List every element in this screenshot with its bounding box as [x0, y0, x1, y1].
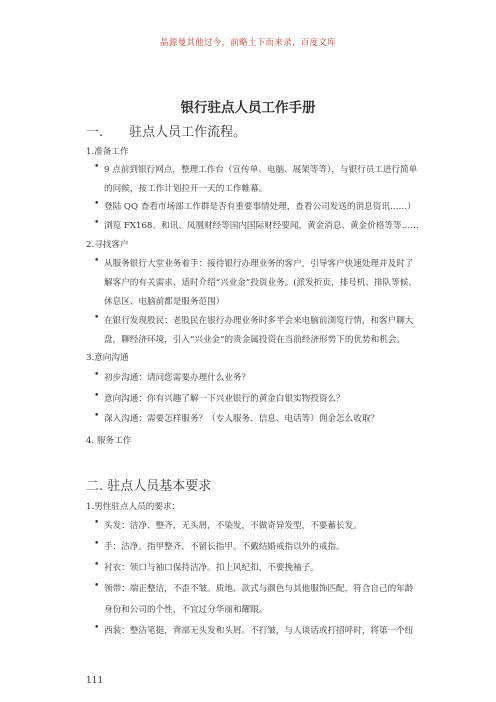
bullet-icon: •	[94, 313, 100, 323]
header-note: 晶源曼其他过今，前略土下而来录，百度文库	[159, 38, 336, 48]
list-item-line: 领带：端正整洁，不歪不皱。质地、款式与颜色与其他服饰匹配，符合自己的年龄	[104, 584, 414, 594]
section-heading: 一. 驻点人员工作流程。	[86, 125, 247, 140]
bullet-icon: •	[94, 411, 100, 421]
page-number: 111	[86, 676, 104, 686]
bullet-icon: •	[94, 518, 100, 528]
list-item-line: 初步沟通：请问您需要办理什么业务？	[104, 373, 251, 383]
subsection-title: 1.男性驻点人员的要求：	[86, 502, 181, 512]
bullet-icon: •	[94, 256, 100, 266]
list-item-line: 手：洁净。指甲整齐，不留长指甲。不戴结婚戒指以外的戒指。	[104, 542, 345, 552]
list-item-line: 深入沟通：需要怎样服务？（专人服务、信息、电话等）佣金怎么收取？	[104, 414, 380, 424]
list-item-line: 解客户的有关需求、适时介绍“兴业金”投资业务。(派发折页，排号机、排队等候、	[104, 278, 417, 288]
list-item-line: 浏览 FX168、和讯、凤凰财经等国内国际财经要闻，黄金消息、黄金价格等等……	[104, 221, 419, 232]
list-item-line: 西装：整洁笔挺，背部无头发和头屑。不打皱，与人谈话或打招呼时，将第一个纽	[104, 626, 414, 636]
bullet-icon: •	[94, 539, 100, 549]
list-item-line: 从服务银行大堂业务着手：接待银行办理业务的客户，引导客户快速处理并及时了	[104, 259, 414, 269]
subsection-title: 4. 服务工作	[86, 436, 132, 446]
subsection-title: 1.准备工作	[86, 147, 129, 157]
bullet-icon: •	[94, 623, 100, 633]
list-item-line: 9 点前到银行网点，整理工作台（宣传单、电脑、展架等等），与银行员工进行简单	[104, 165, 418, 175]
subsection-title: 3.意向沟通	[86, 353, 129, 363]
bullet-icon: •	[94, 390, 100, 401]
bullet-icon: •	[94, 218, 100, 229]
list-item-line: 头发：洁净、整齐，无头屑，不染发，不做奇异发型，不要蓄长发。	[104, 521, 362, 531]
list-item-line: 身份和公司的个性，不宜过分华丽和耀眼。	[104, 605, 268, 615]
bullet-icon: •	[94, 370, 100, 380]
list-item-line: 盘，聊经济环境，引入“兴业金”的贵金属投资在当前经济形势下的优势和机会。	[104, 335, 405, 345]
bullet-icon: •	[94, 199, 100, 210]
list-item-line: 的问候，按工作计划拉开一天的工作帷幕。	[104, 183, 268, 194]
section-heading: 二. 驻点人员基本要求	[86, 479, 212, 494]
bullet-icon: •	[94, 581, 100, 591]
document-title: 银行驻点人员工作手册	[180, 100, 316, 116]
list-item-line: 休息区、电脑前都是服务范围）	[104, 297, 225, 307]
list-item-line: 在银行发现股民：老股民在银行办理业务时多半会来电脑前浏览行情，和客户聊大	[104, 316, 414, 326]
subsection-title: 2.寻找客户	[86, 240, 129, 250]
bullet-icon: •	[94, 560, 100, 570]
bullet-icon: •	[94, 162, 100, 172]
list-item-line: 衬衣：领口与袖口保持洁净。扣上风纪扣，不要挽袖子。	[104, 563, 319, 573]
list-item-line: 意向沟通：你有兴趣了解一下兴业银行的黄金白银实物投资么？	[104, 393, 345, 404]
list-item-line: 登陆 QQ 查看市场部工作群是否有重要事情处理，查看公司发送的消息资讯……）	[104, 202, 416, 213]
